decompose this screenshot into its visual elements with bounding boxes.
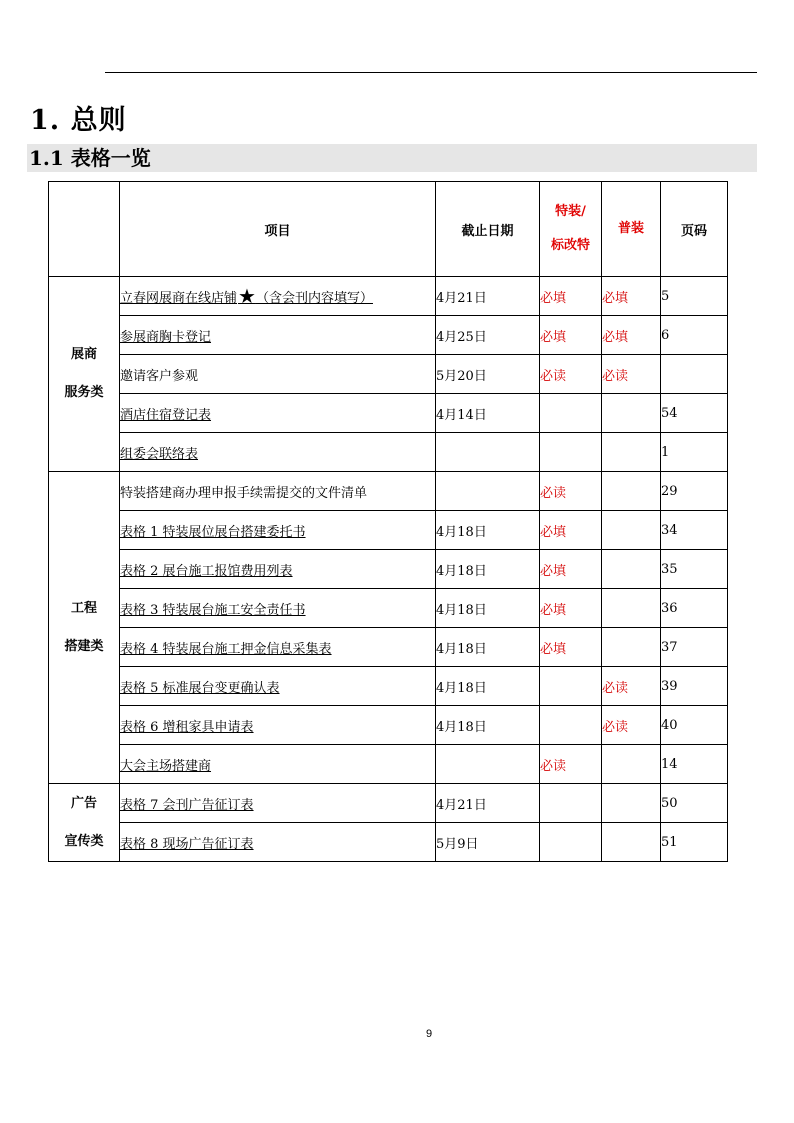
header-category xyxy=(49,182,120,277)
section-heading: 1. 总则 xyxy=(30,105,127,136)
page-number: 9 xyxy=(426,1028,433,1040)
special-cell: 必填 xyxy=(540,628,602,667)
special-cell: 必读 xyxy=(540,745,602,784)
special-cell: 必读 xyxy=(540,472,602,511)
header-item: 项目 xyxy=(120,182,436,277)
page-cell: 6 xyxy=(661,316,728,355)
table-row xyxy=(49,628,728,667)
category-label: 搭建类 xyxy=(64,638,104,654)
item-cell[interactable] xyxy=(120,277,436,316)
header-special-line1: 特装/ xyxy=(555,204,586,219)
page-cell: 40 xyxy=(661,706,728,745)
item-link[interactable]: 表格 6 增租家具申请表 xyxy=(120,719,254,735)
deadline-cell: 5月20日 xyxy=(436,355,540,394)
header-special-line2: 标改特 xyxy=(550,238,590,253)
table-row xyxy=(49,316,728,355)
page-cell: 34 xyxy=(661,511,728,550)
page-cell xyxy=(661,355,728,394)
item-link[interactable]: 酒店住宿登记表 xyxy=(120,407,212,423)
deadline-cell: 4月18日 xyxy=(436,667,540,706)
special-cell: 必填 xyxy=(540,589,602,628)
item-cell[interactable] xyxy=(120,628,436,667)
standard-cell xyxy=(602,745,661,784)
standard-cell xyxy=(602,511,661,550)
table-row xyxy=(49,394,728,433)
special-cell xyxy=(540,706,602,745)
page-cell: 29 xyxy=(661,472,728,511)
page-cell: 14 xyxy=(661,745,728,784)
standard-cell xyxy=(602,394,661,433)
item-cell[interactable] xyxy=(120,667,436,706)
table-row xyxy=(49,511,728,550)
item-link[interactable]: 表格 1 特装展位展台搭建委托书 xyxy=(120,524,306,540)
standard-cell xyxy=(602,784,661,823)
table-row xyxy=(49,589,728,628)
table-row xyxy=(49,550,728,589)
item-cell[interactable] xyxy=(120,316,436,355)
deadline-cell: 4月18日 xyxy=(436,589,540,628)
page-cell: 36 xyxy=(661,589,728,628)
deadline-cell: 4月21日 xyxy=(436,784,540,823)
table-row xyxy=(49,667,728,706)
page-cell: 39 xyxy=(661,667,728,706)
item-cell[interactable] xyxy=(120,784,436,823)
item-link[interactable]: 表格 2 展台施工报馆费用列表 xyxy=(120,563,293,579)
star-icon: ★ xyxy=(238,284,256,308)
item-cell[interactable] xyxy=(120,433,436,472)
forms-overview-table xyxy=(48,181,728,862)
item-link[interactable]: 表格 3 特装展台施工安全责任书 xyxy=(120,602,306,618)
item-link[interactable]: 表格 5 标准展台变更确认表 xyxy=(120,680,280,696)
standard-cell: 必读 xyxy=(602,355,661,394)
standard-cell: 必读 xyxy=(602,667,661,706)
item-link[interactable]: 立春网展商在线店铺 xyxy=(120,291,238,306)
table-row xyxy=(49,277,728,316)
standard-cell: 必填 xyxy=(602,277,661,316)
deadline-cell xyxy=(436,745,540,784)
deadline-cell: 4月18日 xyxy=(436,628,540,667)
item-link[interactable]: 参展商胸卡登记 xyxy=(120,329,212,345)
header-special xyxy=(540,182,602,277)
table-row xyxy=(49,706,728,745)
header-deadline: 截止日期 xyxy=(436,182,540,277)
category-label: 服务类 xyxy=(64,385,104,400)
item-cell: 邀请客户参观 xyxy=(120,355,436,394)
page-cell: 54 xyxy=(661,394,728,433)
item-cell[interactable] xyxy=(120,550,436,589)
deadline-cell xyxy=(436,472,540,511)
category-label: 宣传类 xyxy=(64,833,104,849)
item-link[interactable]: 表格 4 特装展台施工押金信息采集表 xyxy=(120,641,332,657)
item-cell[interactable] xyxy=(120,511,436,550)
standard-cell xyxy=(602,628,661,667)
table-row xyxy=(49,745,728,784)
item-suffix: （含会刊内容填写） xyxy=(255,291,373,306)
category-label: 工程 xyxy=(70,600,97,616)
special-cell xyxy=(540,823,602,862)
special-cell: 必填 xyxy=(540,316,602,355)
subsection-heading: 1.1 表格一览 xyxy=(27,144,757,172)
item-link[interactable]: 表格 7 会刊广告征订表 xyxy=(120,797,254,813)
deadline-cell: 4月18日 xyxy=(436,550,540,589)
table-row xyxy=(49,472,728,511)
table-row xyxy=(49,784,728,823)
special-cell xyxy=(540,394,602,433)
header-standard: 普装 xyxy=(602,182,661,277)
item-link[interactable]: 表格 8 现场广告征订表 xyxy=(120,836,254,852)
item-cell[interactable] xyxy=(120,589,436,628)
standard-cell xyxy=(602,472,661,511)
item-cell[interactable] xyxy=(120,706,436,745)
special-cell xyxy=(540,433,602,472)
table-row xyxy=(49,433,728,472)
special-cell: 必读 xyxy=(540,355,602,394)
category-label: 广告 xyxy=(70,795,97,811)
special-cell xyxy=(540,784,602,823)
page-cell: 37 xyxy=(661,628,728,667)
standard-cell xyxy=(602,433,661,472)
standard-cell: 必填 xyxy=(602,316,661,355)
deadline-cell: 4月25日 xyxy=(436,316,540,355)
deadline-cell: 4月21日 xyxy=(436,277,540,316)
deadline-cell: 5月9日 xyxy=(436,823,540,862)
standard-cell xyxy=(602,823,661,862)
item-cell: 特装搭建商办理申报手续需提交的文件清单 xyxy=(120,472,436,511)
table-row xyxy=(49,355,728,394)
deadline-cell: 4月18日 xyxy=(436,511,540,550)
category-exhibitor-services xyxy=(49,277,120,472)
table-row xyxy=(49,823,728,862)
special-cell: 必填 xyxy=(540,511,602,550)
table-header-row xyxy=(49,182,728,277)
deadline-cell: 4月14日 xyxy=(436,394,540,433)
special-cell: 必填 xyxy=(540,550,602,589)
category-advertising xyxy=(49,784,120,862)
special-cell xyxy=(540,667,602,706)
item-cell[interactable] xyxy=(120,745,436,784)
standard-cell: 必读 xyxy=(602,706,661,745)
item-link[interactable]: 大会主场搭建商 xyxy=(120,758,212,774)
item-cell[interactable] xyxy=(120,394,436,433)
page-cell: 5 xyxy=(661,277,728,316)
page-cell: 35 xyxy=(661,550,728,589)
category-label: 展商 xyxy=(70,347,97,362)
item-link[interactable]: 组委会联络表 xyxy=(120,446,199,462)
page-cell: 51 xyxy=(661,823,728,862)
deadline-cell xyxy=(436,433,540,472)
deadline-cell: 4月18日 xyxy=(436,706,540,745)
special-cell: 必填 xyxy=(540,277,602,316)
header-page: 页码 xyxy=(661,182,728,277)
page-cell: 50 xyxy=(661,784,728,823)
header-rule xyxy=(105,72,757,73)
standard-cell xyxy=(602,589,661,628)
item-cell[interactable] xyxy=(120,823,436,862)
standard-cell xyxy=(602,550,661,589)
category-construction xyxy=(49,472,120,784)
page-cell: 1 xyxy=(661,433,728,472)
